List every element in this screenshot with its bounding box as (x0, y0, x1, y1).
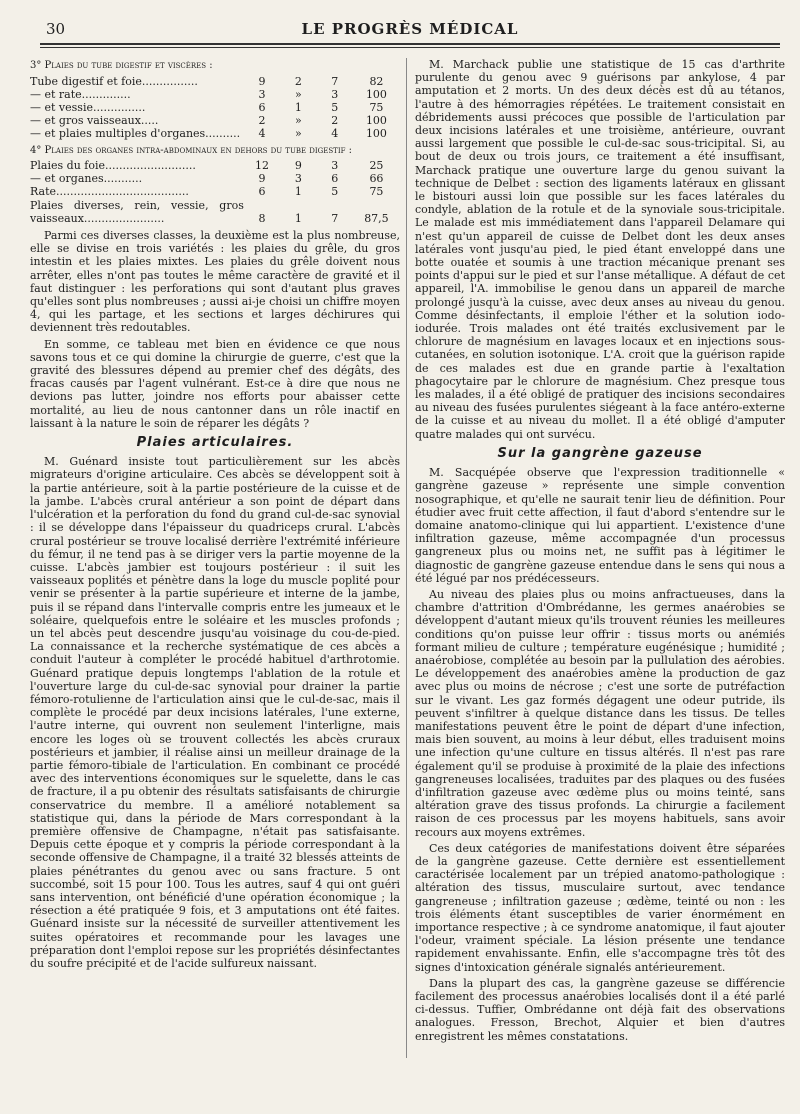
row-value: 9 (294, 159, 302, 173)
table-row (30, 159, 400, 172)
row-value: 3 (331, 87, 339, 101)
row-value: 100 (365, 127, 387, 141)
section-heading-plaies-articulaires: Plaies articulaires. (136, 435, 294, 451)
row-value: 2 (294, 74, 302, 88)
paragraph: En somme, ce tableau met bien en évidence ce que nous savons tous et ce qui domine la chirurgie de guerre, c'est que la gravité des blessures dépend au premier chef des dégâts, des fracas causés par l'agent vulnérant. Est-ce à dire que nous ne devions pas lutter, joindre nos efforts pour abaisser cette mortalité, au lieu de nous cantonner dans un rôle inactif en laissant à la nature le soin de réparer les dégâts ? (30, 337, 400, 430)
table-row (30, 185, 400, 198)
row-value: 9 (258, 74, 266, 88)
row-label: — et plaies multiples d'organes.......... (30, 127, 241, 141)
row-value: » (295, 114, 302, 128)
row-value: 8 (258, 211, 266, 225)
row-value: 9 (258, 172, 266, 186)
row-value: 6 (258, 185, 266, 199)
row-value: 12 (255, 159, 270, 173)
row-value: 4 (331, 127, 339, 141)
running-title: LE PROGRÈS MÉDICAL (301, 20, 519, 38)
row-value: » (295, 87, 302, 101)
row-value: 2 (331, 114, 339, 128)
row-label: — et vessie............... (30, 100, 146, 114)
table-row (30, 88, 400, 101)
row-value: 87,5 (364, 211, 389, 225)
table-row (30, 127, 400, 140)
row-value: 100 (365, 114, 387, 128)
column-separator (406, 58, 407, 1058)
row-label: Plaies diverses, rein, vessie, gros vaisseaux....................... (30, 198, 244, 225)
paragraph: M. Sacquépée observe que l'expression traditionnelle « gangrène gazeuse » représente une simple convention nosographique, et qu'elle ne saurait tenir lieu de définition. Pour étudier avec fruit cette affection, il faut d'abord s'entendre sur le domaine anatomo-clinique qui lui appartient. L'existence d'une infiltration gazeuse, même accompagnée d'un processus gangreneux plus ou moins net, ne suffit pas à légitimer le diagnostic de gangrène gazeuse entendue dans le sens qui nous a été légué par nos prédécesseurs. (415, 466, 785, 585)
page-header (40, 20, 780, 42)
paragraph: M. Guénard insiste tout particulièrement sur les abcès migrateurs d'origine articulaire. Ces abcès se développent soit à la partie antérieure, soit à la partie postérieure de la cuisse et de la jambe. L'abcès crural antérieur a son point de départ dans l'ulcération et la perforation du fond du grand cul-de-sac synovial : il se développe dans l'épaisseur du quadriceps crural. L'abcès crural postérieur se trouve localisé derrière l'extrémité inférieure du fémur, il ne tend pas à se diriger vers la partie moyenne de la cuisse. L'abcès jambier est toujours postérieur : il suit les vaisseaux poplités et pénètre dans la loge du muscle poplité pour venir se présenter à la partie supérieure et interne de la jambe, puis il se répand dans l'intervalle compris entre les jumeaux et le soléaire, quelquefois entre le soléaire et les muscles profonds ; un tel abcès peut descendre jusqu'au voisinage du cou-de-pied. La connaissance et la recherche systématique de ces abcès a conduit l'auteur à compléter le procédé habituel d'arthrotomie. Guénard pratique depuis longtemps l'ablation de la rotule et l'ouverture large du cul-de-sac synovial pour drainer la partie fémoro-rotulienne de l'articulation ainsi que le cul-de-sac, mais il complète le procédé par deux incisions latérales, l'une externe, l'autre interne, qui ouvrent non seulement l'interligne, mais encore les loges où se trouvent collectés les abcès cruraux postérieurs et jambier, il réalise ainsi un meilleur drainage de la partie fémoro-tibiale de l'articulation. En combinant ce procédé avec des interventions économiques sur le squelette, dans le cas de fracture, il a pu obtenir des résultats satisfaisants de chirurgie conservatrice du membre. Il a amélioré notablement sa statistique qui, dans la période de Mars correspondant à la première offensive de Champagne, n'était pas satisfaisante. Depuis cette époque et y compris la période correspondant à la seconde offensive de Champagne, il a traité 32 blessés atteints de plaies pénétrantes du genou avec ou sans fracture. 5 ont succombé, soit 15 pour 100. Tous les autres, sauf 4 qui ont guéri sans intervention, ont bénéficié d'une opération économique ; la résection a été pratiquée 9 fois, et 3 amputations ont été faites. Guénard insiste sur la nécessité de surveiller attentivement les suites opératoires et recommande pour les lavages une préparation dont l'emploi repose sur les propriétés désinfectantes du soufre précipité et de l'acide sulfureux naissant. (30, 455, 400, 970)
right-column (415, 58, 785, 1046)
row-value: 3 (331, 159, 339, 173)
stats-table-4 (30, 159, 400, 225)
row-label: — et organes........... (30, 172, 143, 186)
row-label: Tube digestif et foie................ (30, 74, 198, 88)
row-value: 25 (369, 159, 384, 173)
header-rule (40, 43, 780, 48)
paragraph: Ces deux catégories de manifestations doivent être séparées de la gangrène gazeuse. Cette dernière est essentiellement caractérisée localement par un trépied anatomo-pathologique : altération des tissus, musculaire surtout, avec tendance gangreneuse ; infiltration gazeuse ; œdème, teinté ou non : les trois éléments étant susceptibles de varier énormément en importance respective ; à ce syndrome anatomique, il faut ajouter l'odeur, vraiment spéciale. La lésion présente une tendance rapidement envahissante. Enfin, elle s'accompagne très tôt des signes d'intoxication générale signalés antérieurement. (415, 841, 785, 974)
row-value: 4 (258, 127, 266, 141)
row-label: Plaies du foie.......................... (30, 159, 196, 173)
row-value: 6 (331, 172, 339, 186)
category-3-heading: 3° Plaies du tube digestif et viscères : (30, 60, 213, 71)
row-label: — et rate.............. (30, 87, 131, 101)
paragraph: Dans la plupart des cas, la gangrène gazeuse se différencie facilement des processus anaérobies localisés dont il a été parlé ci-dessus. Tuffier, Ombrédanne ont déjà fait des observations analogues. Fresson, Brechot, Alquier et bien d'autres enregistrent les mêmes constatations. (415, 976, 785, 1043)
row-value: 3 (258, 87, 266, 101)
row-value: 1 (294, 100, 302, 114)
stats-table-3 (30, 75, 400, 141)
page-number: 30 (46, 20, 66, 38)
section-heading-gangrene-gazeuse: Sur la gangrène gazeuse (497, 445, 703, 461)
row-value: 5 (331, 185, 339, 199)
row-value: 2 (258, 114, 266, 128)
row-value: 66 (369, 172, 384, 186)
row-label: Rate...................................... (30, 185, 189, 199)
row-value: 6 (258, 100, 266, 114)
table-row (30, 199, 400, 225)
row-value: 82 (369, 74, 384, 88)
paragraph: Au niveau des plaies plus ou moins anfractueuses, dans la chambre d'attrition d'Ombrédanne, les germes anaérobies se développent d'autant mieux qu'ils trouvent réunies les meilleures conditions qu'on puisse leur offrir : tissus morts ou anémiés formant milieu de culture ; température eugénésique ; humidité ; anaérobiose, complétée au besoin par la pullulation des aérobies. Le développement des anaérobies amène la production de gaz avec plus ou moins de nécrose ; c'est une sorte de putréfaction sur le vivant. Les gaz formés dégagent une odeur putride, ils peuvent s'infiltrer à quelque distance dans les tissus. De telles manifestations peuvent être le point de départ d'une infection, mais bien souvent, au moins à leur début, elles traduisent moins une infection qu'une culture en tissus altérés. Il n'est pas rare également qu'il se produise à proximité de la plaie des infections gangreneuses localisées, traduites par des plaques ou des fusées d'infiltration gazeuse avec œdème plus ou moins teinté, sans altération grave des tissus profonds. La chirurgie a facilement raison de ces processus par les moyens habituels, sans avoir recours aux moyens extrêmes. (415, 587, 785, 839)
row-value: 100 (365, 87, 387, 101)
row-value: 3 (294, 172, 302, 186)
row-value: 75 (369, 100, 384, 114)
row-value: 5 (331, 100, 339, 114)
row-label: — et gros vaisseaux..... (30, 114, 159, 128)
row-value: 75 (369, 185, 384, 199)
table-row (30, 114, 400, 127)
table-row (30, 75, 400, 88)
row-value: 7 (331, 74, 339, 88)
paragraph: M. Marchack publie une statistique de 15 cas d'arthrite purulente du genou avec 9 guérisons par ankylose, 4 par amputation et 2 morts. Un des deux décès est dû au tétanos, l'autre à des hémorragies répétées. Le traitement consistait en débridements aussi précoces que possible de l'articulation par deux incisions latérales et une troisième, antérieure, ouvrant aussi largement que possible le cul-de-sac sous-tricipital. Si, au bout de deux ou trois jours, ce traitement a été insuffisant, Marchack pratique une ouverture large du genou suivant la technique de Delbet : section des ligaments latéraux en glissant le bistouri aussi loin que possible sur les faces latérales du condyle, ablation de la rotule et de la synoviale sous-tricipitale. Le malade est mis immédiatement dans l'appareil Delamare qui n'est qu'un appareil de cuisse de Delbet dont les deux anses latérales vont jusqu'au pied, le pied étant enveloppé dans une botte ouatée et soumis à une traction mécanique prenant ses points d'appui sur le pied et sur l'anse métallique. A défaut de cet appareil, l'A. immobilise le genou dans un appareil de marche prolongé jusqu'à la cuisse, avec deux anses au niveau du genou. Comme désinfectants, il emploie l'éther et la solution iodo-iodurée. Trois malades ont été traités exclusivement par le chlorure de magnésium en lavages locaux et en injections sous-cutanées, en solution isotonique. L'A. croit que la guérison rapide de ces malades est due en grande partie à l'exaltation phagocytaire par le chlorure de magnésium. Chez presque tous les malades, il a été obligé de pratiquer des incisions secondaires au niveau des fusées purulentes siégeant à la face antéro-externe de la cuisse et au niveau du mollet. Il a été obligé d'amputer quatre malades qui ont survécu. (415, 58, 785, 441)
row-value: » (295, 127, 302, 141)
paragraph: Parmi ces diverses classes, la deuxième est la plus nombreuse, elle se divise en trois variétés : les plaies du grêle, du gros intestin et les plaies mixtes. Les plaies du grêle doivent nous arrêter, elles n'ont pas toutes le même caractère de gravité et il faut distinguer : les perforations qui sont d'autant plus graves qu'elles sont plus nombreuses ; aussi ai-je choisi un chiffre moyen 4, qui les partage, et les sections et larges déchirures qui deviennent très redoutables. (30, 229, 400, 335)
table-row (30, 101, 400, 114)
category-4-heading: 4° Plaies des organes intra-abdominaux en dehors du tube digestif : (30, 144, 353, 156)
row-value: 1 (294, 185, 302, 199)
left-column (30, 58, 400, 973)
row-value: 7 (331, 211, 339, 225)
row-value: 1 (294, 211, 302, 225)
table-row (30, 172, 400, 185)
